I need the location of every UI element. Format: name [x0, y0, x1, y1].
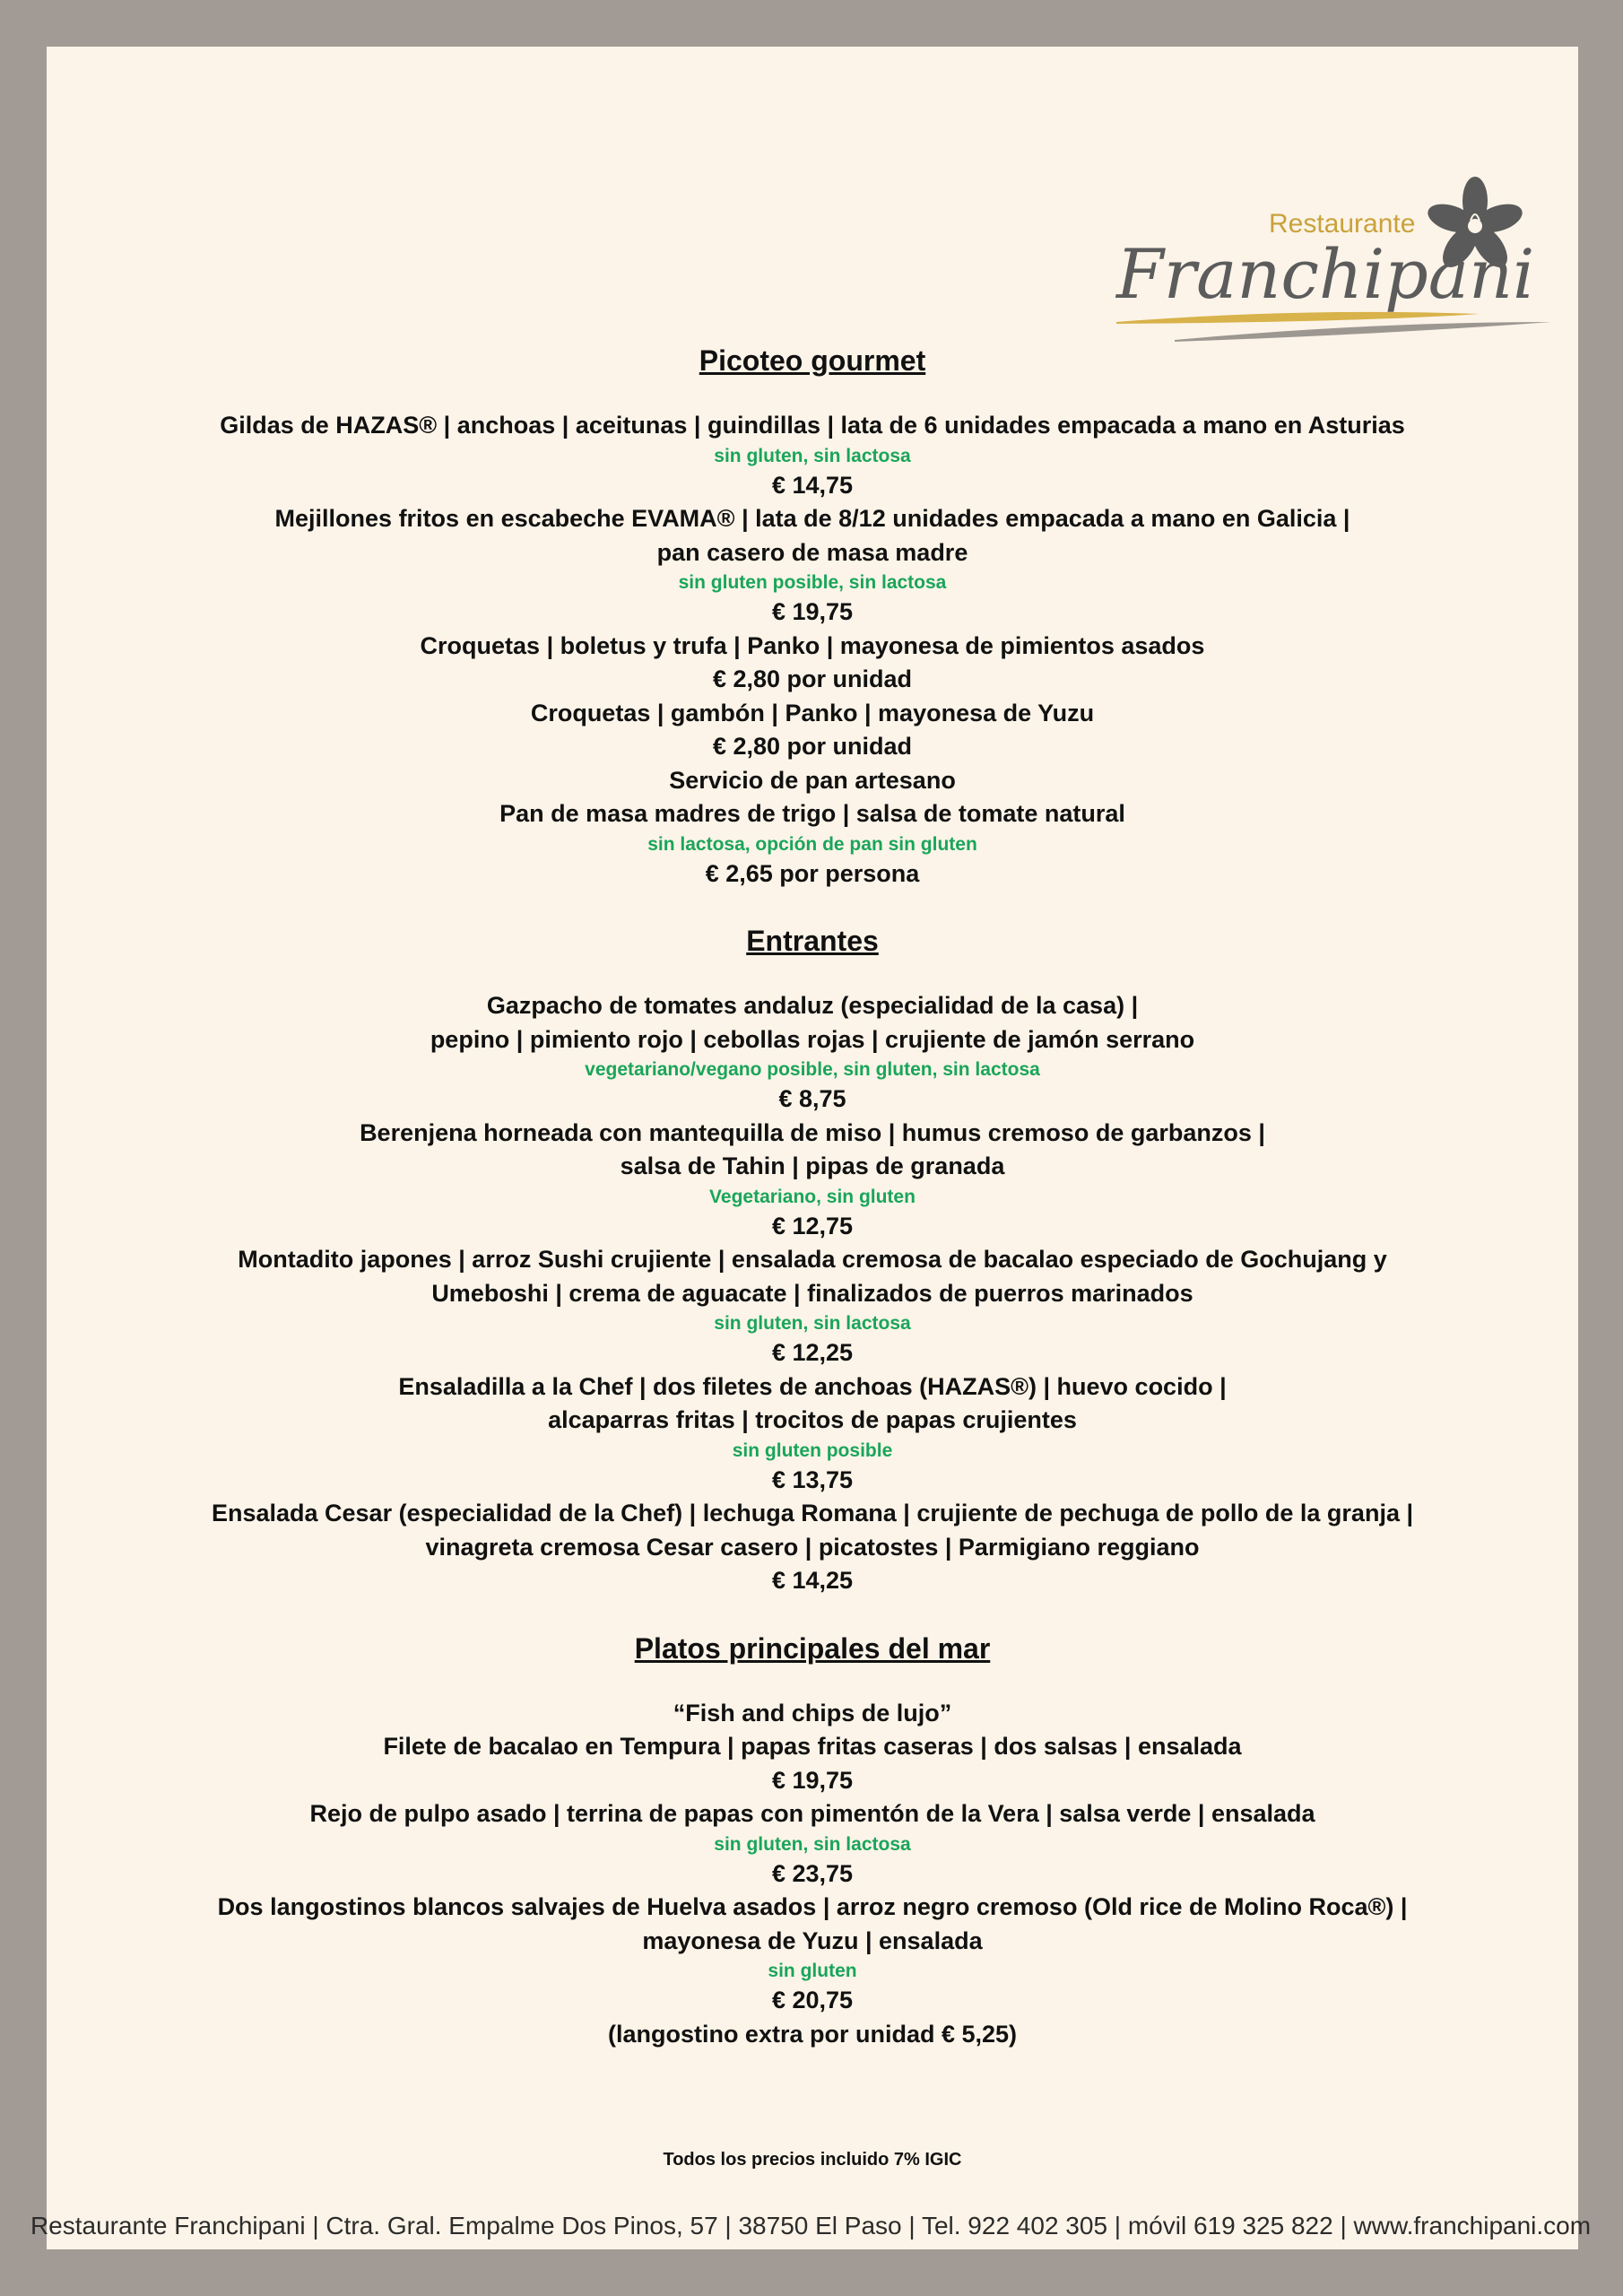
item-price: € 2,65 por persona	[705, 859, 920, 887]
item-price: € 23,75	[771, 1859, 854, 1887]
item-description: Montadito japones | arroz Sushi crujiente | ensalada cremosa de bacalao especiado de Gochujang y	[238, 1246, 1387, 1273]
item-description: alcaparras fritas | trocitos de papas crujientes	[548, 1406, 1077, 1433]
item-price: € 12,75	[771, 1212, 854, 1239]
item-description: Filete de bacalao en Tempura | papas fritas caseras | dos salsas | ensalada	[383, 1733, 1242, 1760]
item-description: “Fish and chips de lujo”	[673, 1699, 952, 1726]
menu-section	[47, 341, 1578, 891]
dietary-note: Vegetariano, sin gluten	[709, 1186, 916, 1207]
item-description: Rejo de pulpo asado | terrina de papas con pimentón de la Vera | salsa verde | ensalada	[309, 1800, 1315, 1827]
menu-page	[47, 47, 1578, 2249]
dietary-note: sin gluten, sin lactosa	[714, 1313, 911, 1334]
item-description: Dos langostinos blancos salvajes de Huelva asados | arroz negro cremoso (Old rice de Molino Roca®) |	[217, 1893, 1408, 1920]
item-description: Gildas de HAZAS® | anchoas | aceitunas | guindillas | lata de 6 unidades empacada a mano en Asturias	[220, 412, 1405, 439]
item-description: pepino | pimiento rojo | cebollas rojas | crujiente de jamón serrano	[430, 1025, 1195, 1053]
dietary-note: sin gluten, sin lactosa	[714, 445, 911, 466]
item-description: pan casero de masa madre	[656, 538, 968, 566]
item-description: Gazpacho de tomates andaluz (especialidad de la casa) |	[486, 992, 1139, 1019]
item-price: € 14,75	[771, 471, 854, 499]
dietary-note: vegetariano/vegano posible, sin gluten, sin lactosa	[585, 1059, 1040, 1080]
dietary-note: sin gluten posible, sin lactosa	[678, 572, 947, 593]
item-price: € 14,25	[771, 1567, 854, 1594]
section-items	[47, 989, 1578, 1598]
item-price: € 2,80 por unidad	[712, 733, 913, 760]
item-price: € 13,75	[771, 1465, 854, 1493]
section-title: Picoteo gourmet	[699, 344, 926, 377]
restaurant-logo	[1067, 132, 1569, 356]
item-description: salsa de Tahin | pipas de granada	[620, 1152, 1005, 1179]
contact-footer: Restaurante Franchipani | Ctra. Gral. Empalme Dos Pinos, 57 | 38750 El Paso | Tel. 922 402 305 | móvil 619 325 822 | www.franchipani.com	[30, 2212, 1592, 2239]
item-description: Croquetas | boletus y trufa | Panko | mayonesa de pimientos asados	[420, 631, 1205, 659]
item-price: € 2,80 por unidad	[712, 665, 913, 692]
item-price: € 19,75	[771, 598, 854, 625]
menu-section	[47, 921, 1578, 1598]
item-description: mayonesa de Yuzu | ensalada	[642, 1926, 983, 1954]
logo-name-text: Franchipani	[1116, 234, 1535, 314]
item-description: Ensaladilla a la Chef | dos filetes de anchoas (HAZAS®) | huevo cocido |	[398, 1372, 1227, 1400]
item-description: Berenjena horneada con mantequilla de miso | humus cremoso de garbanzos |	[360, 1118, 1265, 1146]
logo-restaurante-text: Restaurante	[1269, 209, 1416, 239]
price-note: Todos los precios incluido 7% IGIC	[663, 2150, 962, 2170]
item-description: Umeboshi | crema de aguacate | finalizados de puerros marinados	[431, 1279, 1193, 1307]
section-items	[47, 1697, 1578, 2052]
section-items	[47, 409, 1578, 891]
item-description: vinagreta cremosa Cesar casero | picatostes | Parmigiano reggiano	[425, 1533, 1200, 1561]
menu-section	[47, 1629, 1578, 2052]
item-price: € 8,75	[778, 1085, 846, 1112]
item-price: € 12,25	[771, 1339, 854, 1366]
item-description: Servicio de pan artesano	[669, 766, 956, 794]
item-price: € 19,75	[771, 1766, 854, 1794]
dietary-note: sin gluten, sin lactosa	[714, 1833, 911, 1855]
menu-content	[47, 341, 1578, 2082]
dietary-note: sin lactosa, opción de pan sin gluten	[647, 833, 977, 855]
dietary-note: sin gluten posible	[732, 1439, 893, 1461]
item-description: Croquetas | gambón | Panko | mayonesa de Yuzu	[530, 699, 1095, 726]
logo-graphic	[1067, 132, 1569, 356]
dietary-note: sin gluten	[768, 1961, 857, 1981]
item-price: € 20,75	[771, 1987, 854, 2013]
section-title: Entrantes	[746, 925, 879, 957]
item-description: (langostino extra por unidad € 5,25)	[607, 2020, 1018, 2048]
item-description: Ensalada Cesar (especialidad de la Chef) | lechuga Romana | crujiente de pechuga de pollo de la granja |	[211, 1500, 1414, 1526]
item-description: Pan de masa madres de trigo | salsa de tomate natural	[499, 800, 1125, 827]
section-title: Platos principales del mar	[634, 1631, 991, 1665]
item-description: Mejillones fritos en escabeche EVAMA® | lata de 8/12 unidades empacada a mano en Galicia |	[274, 505, 1350, 532]
